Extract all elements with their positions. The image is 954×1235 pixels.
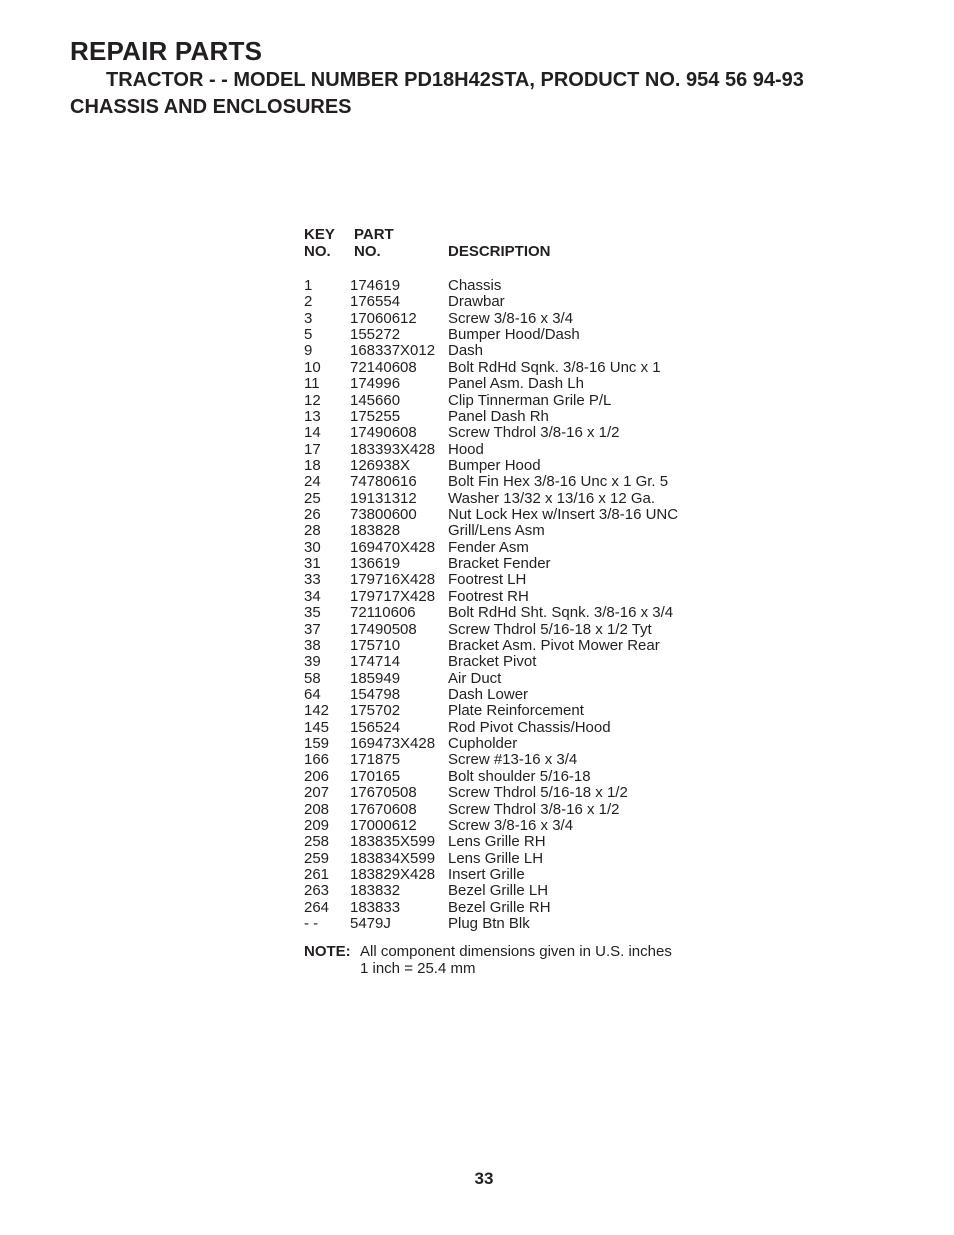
part-description: Dash Lower: [448, 685, 529, 703]
part-description: Grill/Lens Asm: [448, 522, 545, 540]
key-number: 11: [304, 375, 320, 393]
key-number: 33: [304, 571, 321, 589]
part-number: 72110606: [350, 604, 416, 622]
key-number: 207: [304, 784, 330, 802]
part-description: Bolt shoulder 5/16-18: [448, 767, 591, 785]
part-number: 74780616: [350, 473, 417, 491]
part-number: 154798: [350, 685, 401, 703]
part-number: 17490608: [350, 424, 417, 442]
key-number: 209: [304, 816, 330, 834]
part-description: Rod Pivot Chassis/Hood: [448, 718, 611, 736]
key-number: 145: [304, 718, 330, 736]
page-number: 33: [474, 1169, 494, 1188]
part-number: 179717X428: [350, 587, 436, 605]
part-description: Washer 13/32 x 13/16 x 12 Ga.: [448, 489, 656, 507]
part-description: Screw Thdrol 5/16-18 x 1/2 Tyt: [448, 620, 652, 638]
part-description: Bolt RdHd Sqnk. 3/8-16 Unc x 1: [448, 358, 661, 376]
key-number: 208: [304, 800, 330, 818]
key-number: 35: [304, 604, 321, 622]
part-number: 183828: [350, 522, 401, 540]
part-description: Lens Grille RH: [448, 833, 546, 851]
key-number: 1: [304, 277, 313, 294]
key-number: 263: [304, 882, 330, 900]
part-description: Bracket Pivot: [448, 653, 537, 671]
key-number: 159: [304, 735, 330, 753]
part-description: Screw 3/8-16 x 3/4: [448, 816, 574, 834]
key-number: 14: [304, 424, 321, 442]
key-number: 206: [304, 767, 330, 785]
key-number: 13: [304, 407, 321, 425]
part-number: 183832: [350, 882, 401, 900]
part-number: 17060612: [350, 309, 417, 327]
key-number: 166: [304, 751, 330, 769]
part-description: Clip Tinnerman Grile P/L: [448, 391, 612, 409]
part-number: 126938X: [350, 456, 411, 474]
key-header-line2: NO.: [304, 243, 331, 260]
section-title: CHASSIS AND ENCLOSURES: [70, 96, 352, 118]
part-description: Screw #13-16 x 3/4: [448, 751, 578, 769]
part-description: Screw Thdrol 5/16-18 x 1/2: [448, 784, 628, 802]
part-description: Bumper Hood/Dash: [448, 326, 580, 344]
key-number: - -: [304, 915, 319, 933]
part-number: 174996: [350, 375, 401, 393]
part-description: Dash: [448, 342, 484, 360]
part-number: 17000612: [350, 816, 417, 834]
part-number: 73800600: [350, 506, 417, 524]
part-description: Fender Asm: [448, 538, 529, 556]
part-number: 19131312: [350, 489, 417, 507]
part-number: 17670508: [350, 784, 417, 802]
key-number: 18: [304, 456, 321, 474]
part-number: 175255: [350, 407, 401, 425]
part-description: Air Duct: [448, 669, 502, 687]
part-description: Plug Btn Blk: [448, 915, 530, 933]
part-number: 179716X428: [350, 571, 436, 589]
part-description: Bracket Asm. Pivot Mower Rear: [448, 636, 660, 654]
part-number: 5479J: [350, 915, 391, 933]
part-description: Panel Dash Rh: [448, 407, 549, 425]
model-subtitle: TRACTOR - - MODEL NUMBER PD18H42STA, PRODUCT NO. 954 56 94-93: [106, 69, 804, 91]
key-number: 261: [304, 865, 330, 883]
part-number: 156524: [350, 718, 401, 736]
part-description: Bezel Grille LH: [448, 882, 549, 900]
key-number: 64: [304, 685, 321, 703]
note-line-1: All component dimensions given in U.S. inches: [360, 943, 672, 960]
part-description: Bumper Hood: [448, 456, 541, 474]
part-number: 170165: [350, 767, 401, 785]
key-number: 17: [304, 440, 321, 458]
part-number: 175710: [350, 636, 401, 654]
key-number: 10: [304, 358, 321, 376]
key-number: 12: [304, 391, 321, 409]
part-description: Lens Grille LH: [448, 849, 544, 867]
part-number: 174619: [350, 277, 401, 294]
key-number: 9: [304, 342, 313, 360]
note-line-2: 1 inch = 25.4 mm: [360, 959, 476, 977]
part-number: 175702: [350, 702, 401, 720]
part-number: 145660: [350, 391, 401, 409]
part-description: Hood: [448, 440, 484, 458]
part-header-line1: PART: [354, 226, 394, 243]
key-number: 142: [304, 702, 330, 720]
part-description: Screw 3/8-16 x 3/4: [448, 309, 574, 327]
key-number: 30: [304, 538, 321, 556]
part-number: 169473X428: [350, 735, 436, 753]
part-number: 183829X428: [350, 865, 436, 883]
part-description: Screw Thdrol 3/8-16 x 1/2: [448, 424, 620, 442]
key-number: 38: [304, 636, 321, 654]
part-description: Bolt RdHd Sht. Sqnk. 3/8-16 x 3/4: [448, 604, 674, 622]
part-description: Screw Thdrol 3/8-16 x 1/2: [448, 800, 620, 818]
key-number: 259: [304, 849, 330, 867]
part-description: Chassis: [448, 277, 502, 294]
key-number: 264: [304, 898, 330, 916]
key-number: 24: [304, 473, 321, 491]
key-number: 25: [304, 489, 321, 507]
part-number: 17490508: [350, 620, 417, 638]
key-number: 31: [304, 555, 321, 573]
key-number: 58: [304, 669, 321, 687]
part-number: 169470X428: [350, 538, 436, 556]
part-number: 168337X012: [350, 342, 436, 360]
part-description: Insert Grille: [448, 865, 525, 883]
key-number: 34: [304, 587, 321, 605]
key-number: 39: [304, 653, 321, 671]
key-number: 2: [304, 293, 313, 311]
part-description: Drawbar: [448, 293, 505, 311]
part-header-line2: NO.: [354, 243, 381, 260]
part-description: Plate Reinforcement: [448, 702, 584, 720]
key-number: 37: [304, 620, 321, 638]
part-number: 176554: [350, 293, 401, 311]
part-description: Bolt Fin Hex 3/8-16 Unc x 1 Gr. 5: [448, 473, 669, 491]
part-description: Footrest RH: [448, 587, 529, 605]
part-number: 183834X599: [350, 849, 436, 867]
part-description: Bezel Grille RH: [448, 898, 551, 916]
note-label: NOTE:: [304, 943, 351, 960]
description-header: DESCRIPTION: [448, 243, 551, 260]
part-description: Cupholder: [448, 735, 518, 753]
key-header-line1: KEY: [304, 226, 335, 243]
key-number: 26: [304, 506, 321, 524]
part-number: 174714: [350, 653, 401, 671]
page-title: REPAIR PARTS: [70, 36, 263, 66]
part-description: Footrest LH: [448, 571, 527, 589]
part-number: 17670608: [350, 800, 417, 818]
part-number: 183393X428: [350, 440, 436, 458]
part-number: 136619: [350, 555, 401, 573]
part-number: 185949: [350, 669, 401, 687]
part-number: 183833: [350, 898, 401, 916]
key-number: 3: [304, 309, 313, 327]
key-number: 5: [304, 326, 313, 344]
part-description: Bracket Fender: [448, 555, 551, 573]
part-description: Nut Lock Hex w/Insert 3/8-16 UNC: [448, 506, 679, 524]
key-number: 258: [304, 833, 330, 851]
key-number: 28: [304, 522, 321, 540]
part-number: 183835X599: [350, 833, 436, 851]
part-number: 155272: [350, 326, 401, 344]
part-number: 171875: [350, 751, 401, 769]
part-number: 72140608: [350, 358, 417, 376]
part-description: Panel Asm. Dash Lh: [448, 375, 584, 393]
